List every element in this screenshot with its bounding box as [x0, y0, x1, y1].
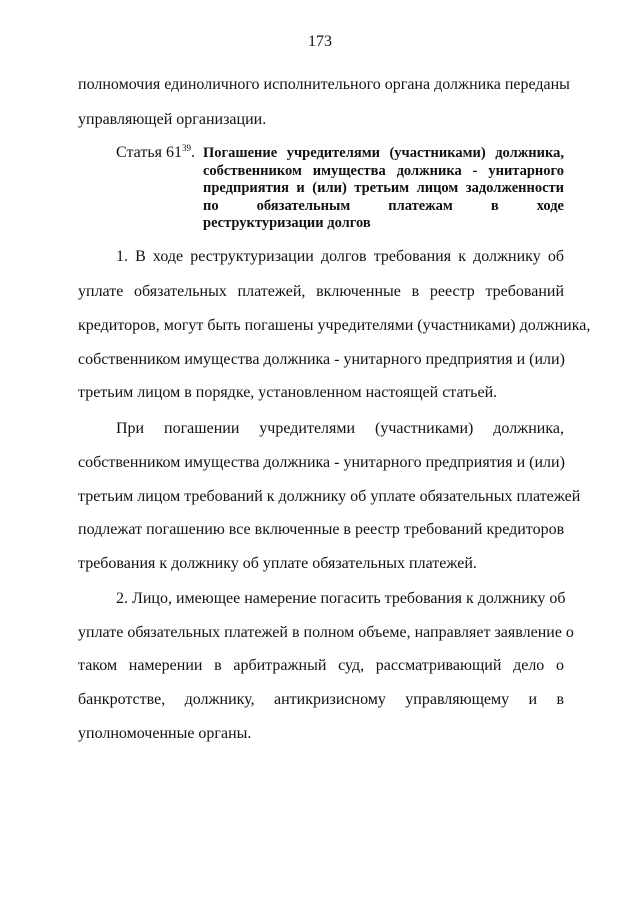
article-title-line: реструктуризации долгов — [203, 215, 371, 231]
article-title-line: предприятия и (или) третьим лицом задолженности — [203, 180, 564, 196]
paragraph-2-line: При погашении учредителями (участниками) должника, — [116, 420, 564, 437]
article-label-tail: . — [190, 144, 195, 161]
paragraph-3-line: уполномоченные органы. — [78, 725, 252, 742]
intro-line: полномочия единоличного исполнительного органа должника переданы — [78, 76, 570, 93]
article-title-line: собственником имущества должника - унитарного — [203, 163, 564, 179]
paragraph-3-line: уплате обязательных платежей в полном объеме, направляет заявление о — [78, 624, 574, 641]
paragraph-2-line: подлежат погашению все включенные в реестр требований кредиторов — [78, 521, 565, 538]
paragraph-2-line: требования к должнику об уплате обязательных платежей. — [78, 555, 477, 572]
paragraph-3-line: банкротстве, должнику, антикризисному управляющему и в — [78, 691, 564, 708]
paragraph-1-line: уплате обязательных платежей, включенные в реестр требований — [78, 283, 564, 300]
article-title-line: Погашение учредителями (участниками) должника, — [203, 145, 564, 161]
paragraph-3-line: таком намерении в арбитражный суд, рассматривающий дело о — [78, 657, 564, 674]
paragraph-1-line: кредиторов, могут быть погашены учредителями (участниками) должника, — [78, 317, 591, 334]
paragraph-2-line: собственником имущества должника - унитарного предприятия и (или) — [78, 454, 565, 471]
article-label — [116, 143, 195, 163]
intro-line: управляющей организации. — [78, 111, 267, 128]
article-label-text: Статья 61 — [116, 144, 182, 161]
paragraph-1-line: третьим лицом в порядке, установленном настоящей статьей. — [78, 384, 498, 401]
article-label-superscript: 39 — [181, 143, 191, 153]
page-number: 173 — [308, 33, 332, 50]
paragraph-2-line: третьим лицом требований к должнику об уплате обязательных платежей — [78, 488, 581, 505]
paragraph-3-line: 2. Лицо, имеющее намерение погасить требования к должнику об — [116, 590, 566, 607]
article-title-line: по обязательным платежам в ходе — [203, 198, 564, 214]
paragraph-1-line: 1. В ходе реструктуризации долгов требования к должнику об — [116, 248, 564, 265]
paragraph-1-line: собственником имущества должника - унитарного предприятия и (или) — [78, 351, 565, 368]
